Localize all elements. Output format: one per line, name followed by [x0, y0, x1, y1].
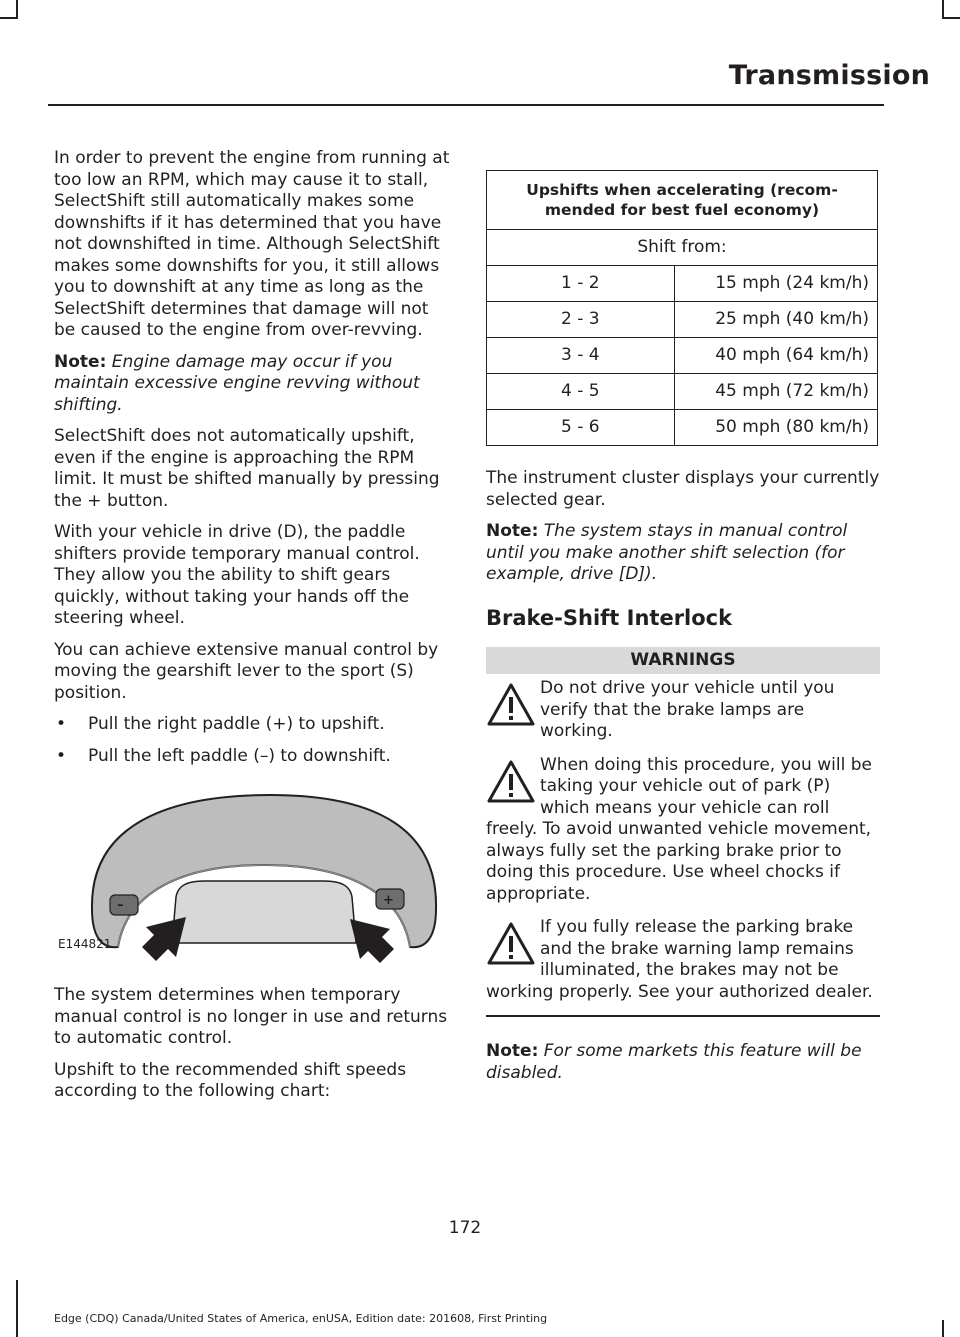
note-text: Engine damage may occur if you maintain excessive engine revving without shifting. — [54, 351, 420, 415]
edition-footer: Edge (CDQ) Canada/United States of America, enUSA, Edition date: 201608, First Printing — [54, 1312, 548, 1325]
table-subheader: Shift from: — [487, 230, 878, 266]
warning-text-continued: working properly. See your authorized dealer. — [486, 981, 873, 1002]
right-column — [486, 148, 880, 1094]
table-row — [487, 410, 878, 446]
crop-mark — [942, 17, 960, 19]
section-heading: Brake-Shift Interlock — [486, 605, 733, 630]
speed-cell: 50 mph (80 km/h) — [674, 410, 877, 446]
gear-cell: 5 - 6 — [487, 410, 675, 446]
note — [486, 1041, 880, 1084]
steering-wheel-figure — [54, 777, 450, 967]
warning-item — [486, 917, 880, 1003]
header-divider — [48, 104, 884, 106]
arrow-left-icon — [142, 917, 186, 961]
paragraph: In order to prevent the engine from running at too low an RPM, which may cause it to stall, SelectShift still automatically makes some downshifts if it has determined that you have not downshifted in time. Although SelectShift makes some downshifts for you, it still allows you to downshift at any time as long as the SelectShift determines that damage will not be caused to the engine from over-revving. — [54, 148, 450, 340]
note-label: Note: — [486, 1041, 539, 1061]
warning-item — [486, 678, 880, 743]
arrow-right-icon — [350, 919, 394, 963]
paragraph: You can achieve extensive manual control by moving the gearshift lever to the sport (S) position. — [54, 639, 439, 703]
note — [54, 352, 450, 417]
warnings-header: WARNINGS — [486, 647, 880, 674]
figure-code: E144821 — [58, 936, 112, 951]
speed-cell: 45 mph (72 km/h) — [674, 374, 877, 410]
plus-paddle-label: + — [383, 893, 394, 908]
paragraph: SelectShift does not automatically upshift, even if the engine is approaching the RPM limit. It must be shifted manually by pressing the + button. — [54, 426, 440, 511]
table-header-row — [487, 171, 878, 230]
table-row — [487, 266, 878, 302]
table-title: Upshifts when accelerating (recom-mended for best fuel economy) — [487, 171, 878, 230]
speed-cell: 25 mph (40 km/h) — [674, 302, 877, 338]
note-label: Note: — [486, 521, 539, 541]
page-number: 172 — [448, 1218, 482, 1238]
paragraph: Upshift to the recommended shift speeds according to the following chart: — [54, 1059, 407, 1101]
page-title: Transmission — [728, 60, 930, 91]
warning-text: If you fully release the parking brake and the brake warning lamp remains illuminated, the brakes may not be — [540, 917, 854, 980]
table-row — [487, 302, 878, 338]
paragraph: With your vehicle in drive (D), the paddle shifters provide temporary manual control. They allow you the ability to shift gears quickly, without taking your hands off the steering wheel. — [54, 522, 420, 628]
note-text: For some markets this feature will be disabled. — [486, 1041, 862, 1083]
warning-text-continued: freely. To avoid unwanted vehicle movement, always fully set the parking brake prior to doing this procedure. Use wheel chocks if appropriate. — [486, 819, 872, 904]
steering-wheel-illustration — [54, 777, 450, 967]
crop-mark — [16, 1280, 18, 1337]
warning-triangle-icon — [486, 919, 536, 969]
list-item: • Pull the right paddle (+) to upshift. — [54, 714, 450, 736]
gear-cell: 4 - 5 — [487, 374, 675, 410]
left-column — [54, 148, 450, 1113]
crop-mark — [942, 0, 944, 18]
warnings-divider — [486, 1015, 880, 1017]
paragraph: The instrument cluster displays your currently selected gear. — [486, 468, 880, 510]
warning-text: Do not drive your vehicle until you verify that the brake lamps are working. — [540, 678, 835, 741]
speed-cell: 15 mph (24 km/h) — [674, 266, 877, 302]
table-row — [487, 338, 878, 374]
warning-triangle-icon — [486, 680, 536, 730]
paragraph: The system determines when temporary manual control is no longer in use and returns to automatic control. — [54, 985, 448, 1048]
gear-cell: 3 - 4 — [487, 338, 675, 374]
gear-cell: 2 - 3 — [487, 302, 675, 338]
crop-mark — [942, 1320, 944, 1337]
list-item: • Pull the left paddle (–) to downshift. — [54, 746, 450, 768]
table-row — [487, 374, 878, 410]
table-subheader-row — [487, 230, 878, 266]
minus-paddle-label: – — [117, 898, 124, 913]
crop-mark — [0, 17, 18, 19]
warning-item — [486, 755, 880, 906]
note-text: The system stays in manual control until you make another shift selection (for example, drive [D]). — [486, 521, 848, 584]
shift-speed-table — [486, 170, 878, 446]
gear-cell: 1 - 2 — [487, 266, 675, 302]
note-label: Note: — [54, 351, 107, 372]
speed-cell: 40 mph (64 km/h) — [674, 338, 877, 374]
bullet-list — [54, 714, 450, 767]
crop-mark — [16, 0, 18, 18]
warning-text: When doing this procedure, you will be taking your vehicle out of park (P) which means your vehicle can roll — [540, 754, 872, 818]
note — [486, 521, 880, 586]
warning-triangle-icon — [486, 757, 536, 807]
